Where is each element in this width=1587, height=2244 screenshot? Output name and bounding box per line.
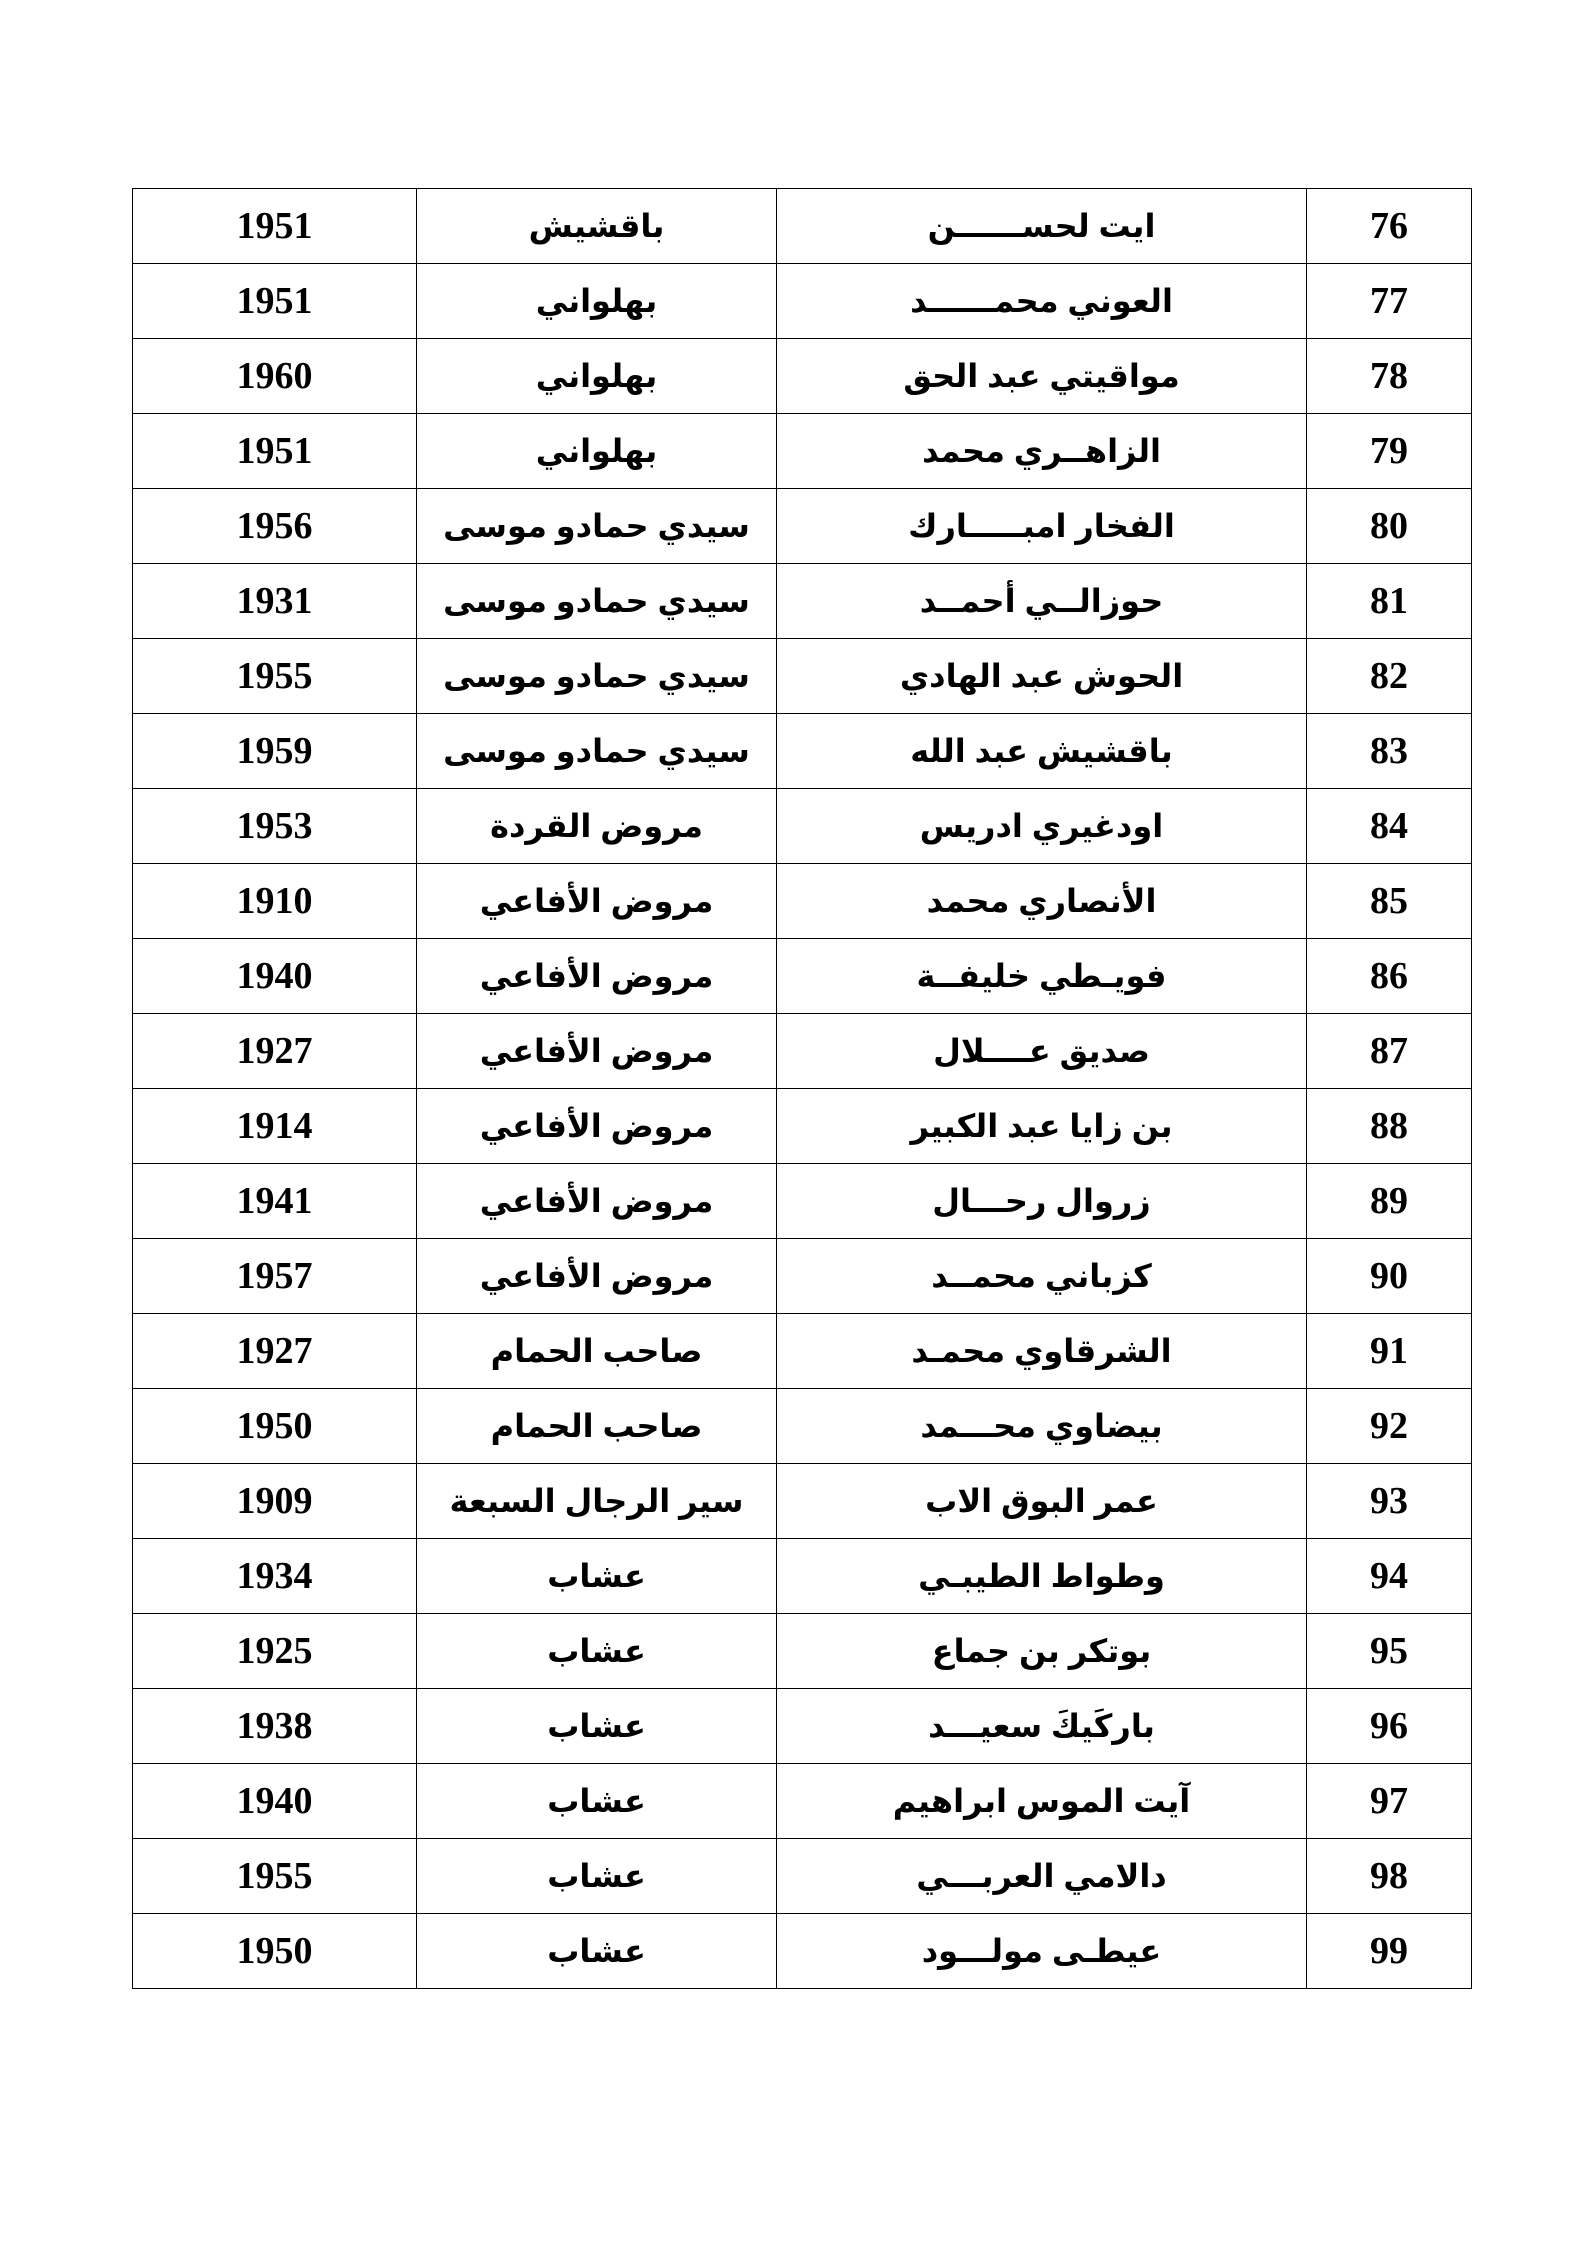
- table-row: [133, 489, 1472, 564]
- person-name-cell: بن زايا عبد الكبير: [777, 1089, 1307, 1164]
- person-name-cell: الشرقاوي محمـد: [777, 1314, 1307, 1389]
- place-cell: سيدي حمادو موسى: [417, 639, 777, 714]
- row-number-cell: 77: [1307, 264, 1472, 339]
- roster-table-body: [133, 189, 1472, 1989]
- table-row: [133, 264, 1472, 339]
- place-cell: مروض القردة: [417, 789, 777, 864]
- person-name-cell: كزباني محمــد: [777, 1239, 1307, 1314]
- row-number-cell: 99: [1307, 1914, 1472, 1989]
- row-number-cell: 85: [1307, 864, 1472, 939]
- table-row: [133, 339, 1472, 414]
- place-cell: سيدي حمادو موسى: [417, 564, 777, 639]
- person-name-cell: باقشيش عبد الله: [777, 714, 1307, 789]
- place-cell: باقشيش: [417, 189, 777, 264]
- row-number-cell: 93: [1307, 1464, 1472, 1539]
- row-number-cell: 83: [1307, 714, 1472, 789]
- row-number-cell: 84: [1307, 789, 1472, 864]
- row-number-cell: 94: [1307, 1539, 1472, 1614]
- table-row: [133, 789, 1472, 864]
- place-cell: بهلواني: [417, 339, 777, 414]
- table-row: [133, 1539, 1472, 1614]
- row-number-cell: 88: [1307, 1089, 1472, 1164]
- table-row: [133, 1239, 1472, 1314]
- place-cell: مروض الأفاعي: [417, 939, 777, 1014]
- table-row: [133, 939, 1472, 1014]
- place-cell: عشاب: [417, 1689, 777, 1764]
- place-cell: عشاب: [417, 1614, 777, 1689]
- row-number-cell: 96: [1307, 1689, 1472, 1764]
- person-name-cell: وطواط الطيبـي: [777, 1539, 1307, 1614]
- person-name-cell: اودغيري ادريس: [777, 789, 1307, 864]
- birth-year-cell: 1941: [133, 1164, 417, 1239]
- row-number-cell: 76: [1307, 189, 1472, 264]
- roster-table: [132, 188, 1472, 1989]
- table-row: [133, 1014, 1472, 1089]
- birth-year-cell: 1940: [133, 1764, 417, 1839]
- row-number-cell: 79: [1307, 414, 1472, 489]
- place-cell: سيدي حمادو موسى: [417, 489, 777, 564]
- person-name-cell: فويـطي خليفــة: [777, 939, 1307, 1014]
- birth-year-cell: 1955: [133, 1839, 417, 1914]
- place-cell: صاحب الحمام: [417, 1314, 777, 1389]
- birth-year-cell: 1934: [133, 1539, 417, 1614]
- table-row: [133, 714, 1472, 789]
- place-cell: مروض الأفاعي: [417, 1089, 777, 1164]
- birth-year-cell: 1950: [133, 1389, 417, 1464]
- person-name-cell: آيت الموس ابراهيم: [777, 1764, 1307, 1839]
- person-name-cell: حوزالــي أحمــد: [777, 564, 1307, 639]
- table-row: [133, 1089, 1472, 1164]
- row-number-cell: 92: [1307, 1389, 1472, 1464]
- place-cell: عشاب: [417, 1839, 777, 1914]
- birth-year-cell: 1960: [133, 339, 417, 414]
- birth-year-cell: 1959: [133, 714, 417, 789]
- place-cell: سيدي حمادو موسى: [417, 714, 777, 789]
- person-name-cell: بوتكر بن جماع: [777, 1614, 1307, 1689]
- birth-year-cell: 1914: [133, 1089, 417, 1164]
- person-name-cell: العوني محمــــــد: [777, 264, 1307, 339]
- birth-year-cell: 1925: [133, 1614, 417, 1689]
- birth-year-cell: 1927: [133, 1014, 417, 1089]
- row-number-cell: 80: [1307, 489, 1472, 564]
- table-row: [133, 189, 1472, 264]
- place-cell: بهلواني: [417, 414, 777, 489]
- person-name-cell: الحوش عبد الهادي: [777, 639, 1307, 714]
- row-number-cell: 81: [1307, 564, 1472, 639]
- row-number-cell: 82: [1307, 639, 1472, 714]
- row-number-cell: 98: [1307, 1839, 1472, 1914]
- row-number-cell: 97: [1307, 1764, 1472, 1839]
- table-row: [133, 1914, 1472, 1989]
- birth-year-cell: 1910: [133, 864, 417, 939]
- person-name-cell: بيضاوي محـــمد: [777, 1389, 1307, 1464]
- table-row: [133, 1389, 1472, 1464]
- birth-year-cell: 1931: [133, 564, 417, 639]
- table-row: [133, 414, 1472, 489]
- birth-year-cell: 1940: [133, 939, 417, 1014]
- birth-year-cell: 1909: [133, 1464, 417, 1539]
- row-number-cell: 86: [1307, 939, 1472, 1014]
- table-row: [133, 1689, 1472, 1764]
- person-name-cell: دالامي العربـــي: [777, 1839, 1307, 1914]
- place-cell: مروض الأفاعي: [417, 1239, 777, 1314]
- table-row: [133, 1614, 1472, 1689]
- birth-year-cell: 1951: [133, 414, 417, 489]
- person-name-cell: مواقيتي عبد الحق: [777, 339, 1307, 414]
- table-row: [133, 1839, 1472, 1914]
- person-name-cell: صديق عــــلال: [777, 1014, 1307, 1089]
- table-row: [133, 564, 1472, 639]
- birth-year-cell: 1957: [133, 1239, 417, 1314]
- table-row: [133, 1164, 1472, 1239]
- person-name-cell: ايت لحســــــن: [777, 189, 1307, 264]
- place-cell: بهلواني: [417, 264, 777, 339]
- birth-year-cell: 1953: [133, 789, 417, 864]
- place-cell: عشاب: [417, 1764, 777, 1839]
- person-name-cell: زروال رحـــال: [777, 1164, 1307, 1239]
- place-cell: مروض الأفاعي: [417, 1164, 777, 1239]
- table-row: [133, 1764, 1472, 1839]
- table-row: [133, 864, 1472, 939]
- place-cell: عشاب: [417, 1914, 777, 1989]
- person-name-cell: باركَيكَ سعيـــد: [777, 1689, 1307, 1764]
- place-cell: مروض الأفاعي: [417, 1014, 777, 1089]
- place-cell: عشاب: [417, 1539, 777, 1614]
- birth-year-cell: 1955: [133, 639, 417, 714]
- row-number-cell: 91: [1307, 1314, 1472, 1389]
- birth-year-cell: 1951: [133, 264, 417, 339]
- row-number-cell: 89: [1307, 1164, 1472, 1239]
- table-row: [133, 1314, 1472, 1389]
- place-cell: سير الرجال السبعة: [417, 1464, 777, 1539]
- row-number-cell: 87: [1307, 1014, 1472, 1089]
- person-name-cell: عيطـى مولـــود: [777, 1914, 1307, 1989]
- place-cell: مروض الأفاعي: [417, 864, 777, 939]
- birth-year-cell: 1927: [133, 1314, 417, 1389]
- row-number-cell: 90: [1307, 1239, 1472, 1314]
- birth-year-cell: 1950: [133, 1914, 417, 1989]
- row-number-cell: 95: [1307, 1614, 1472, 1689]
- birth-year-cell: 1956: [133, 489, 417, 564]
- person-name-cell: الأنصاري محمد: [777, 864, 1307, 939]
- row-number-cell: 78: [1307, 339, 1472, 414]
- person-name-cell: الزاهــري محمد: [777, 414, 1307, 489]
- person-name-cell: الفخار امبـــــارك: [777, 489, 1307, 564]
- table-row: [133, 1464, 1472, 1539]
- place-cell: صاحب الحمام: [417, 1389, 777, 1464]
- birth-year-cell: 1951: [133, 189, 417, 264]
- person-name-cell: عمر البوق الاب: [777, 1464, 1307, 1539]
- birth-year-cell: 1938: [133, 1689, 417, 1764]
- table-row: [133, 639, 1472, 714]
